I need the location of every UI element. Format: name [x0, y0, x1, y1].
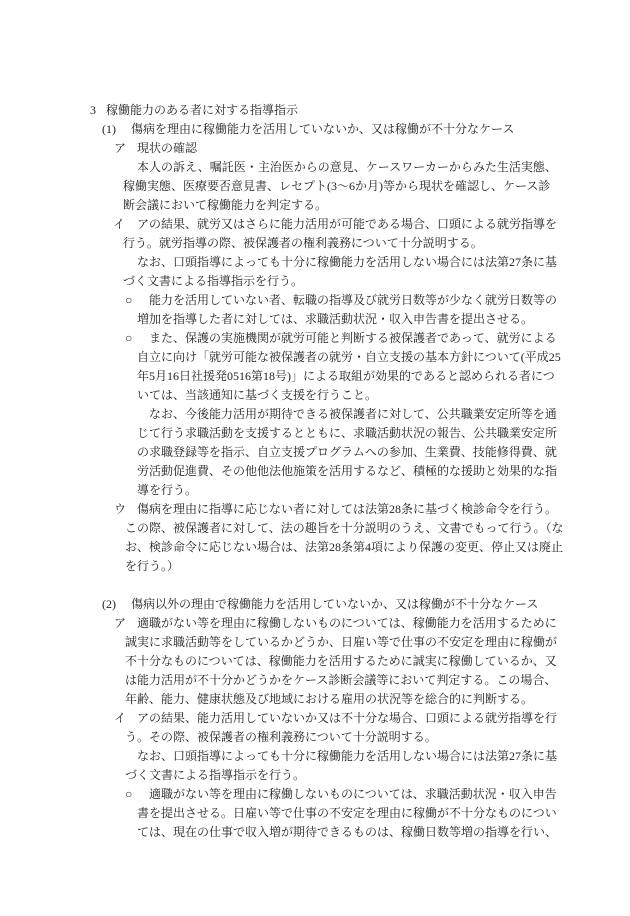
paragraph-line: アの結果、就労又はさらに能力活用が可能である場合、口頭による就労指導を [137, 217, 558, 231]
paragraph-line: 労活動促進費、その他他法他施策を活用するなど、積極的な援助と効果的な指 [137, 464, 558, 478]
bullet-circle: ○ [125, 293, 133, 307]
subsection-title: 傷病以外の理由で稼働能力を活用していないか、又は稼働が不十分なケース [131, 597, 539, 611]
paragraph-line: お、検診命令に応じない場合は、法第28条第4項により保護の変更、停止又は廃止 [125, 540, 564, 554]
paragraph-line: の求職登録等を指示、自立支援プログラムへの参加、生業費、技能修得費、就 [137, 445, 557, 459]
paragraph-line: 増加を指導した者に対しては、求職活動状況・収入申告書を提出させる。 [137, 312, 534, 326]
paragraph-line: アの結果、能力活用していないか又は不十分な場合、口頭による就労指導を行 [137, 711, 558, 725]
item-marker: ア [114, 616, 127, 630]
paragraph-line: う。その際、被保護者の権利義務について十分説明する。 [125, 730, 437, 744]
item-title: 現状の確認 [137, 141, 198, 155]
paragraph-line: 断会議において稼働能力を判定する。 [123, 198, 328, 212]
paragraph-line: ては、現在の仕事で収入増が期待できるものは、稼働日数等増の指導を行い、 [137, 825, 558, 839]
paragraph-line: じて行う求職活動を支援するとともに、求職活動状況の報告、公共職業安定所 [137, 426, 558, 440]
paragraph-line: 適職がない等を理由に稼働しないものについては、稼働能力を活用するために [137, 616, 557, 630]
section-number: 3 [90, 103, 96, 117]
subsection-number: (1) [102, 122, 116, 136]
paragraph-line: を行う。） [125, 559, 180, 573]
paragraph-line: 能力を活用していない者、転職の指導及び就労日数等が少なく就労日数等の [149, 293, 558, 307]
paragraph-line: なお、今後能力活用が期待できる被保護者に対して、公共職業安定所等を通 [149, 407, 557, 421]
paragraph-line: 行う。就労指導の際、被保護者の権利義務について十分説明する。 [123, 236, 483, 250]
item-marker: イ [114, 711, 127, 725]
bullet-circle: ○ [125, 787, 133, 801]
paragraph-line: 年齢、能力、健康状態及び地域における雇用の状況等を総合的に判断する。 [125, 692, 534, 706]
paragraph-line: は能力活用が不十分かどうかをケース診断会議等において判定する。この場合、 [125, 673, 557, 687]
paragraph-line: 本人の訴え、嘱託医・主治医からの意見、ケースワーカーからみた生活実態、 [137, 160, 557, 174]
paragraph-line: づく文書による指導指示を行う。 [125, 768, 306, 782]
paragraph-line: なお、口頭指導によっても十分に稼働能力を活用しない場合には法第27条に基 [137, 255, 558, 269]
paragraph-line: いては、当該通知に基づく支援を行うこと。 [137, 388, 378, 402]
item-marker: イ [113, 217, 126, 231]
paragraph-line: づく文書による指導指示を行う。 [123, 274, 304, 288]
paragraph-line: 適職がない等を理由に稼働しないものについては、求職活動状況・収入申告 [149, 787, 557, 801]
paragraph-line: 導を行う。 [137, 483, 198, 497]
paragraph-line: 不十分なものについては、稼働能力を活用するために誠実に稼働しているか、又 [125, 654, 557, 668]
paragraph-line: 年5月16日社援発0516第18号)」による取組が効果的であると認められる者につ [137, 369, 555, 383]
paragraph-line: また、保護の実施機関が就労可能と判断する被保護者であって、就労による [149, 331, 557, 345]
paragraph-line: 稼働実態、医療要否意見書、レセプト(3～6か月)等から現状を確認し、ケース診 [123, 179, 551, 193]
item-marker: ウ [114, 502, 127, 516]
subsection-title: 傷病を理由に稼働能力を活用していないか、又は稼働が不十分なケース [131, 122, 515, 136]
paragraph-line: 書を提出させる。日雇い等で仕事の不安定を理由に稼働が不十分なものについ [137, 806, 557, 820]
paragraph-line: 誠実に求職活動等をしているかどうか、日雇い等で仕事の不安定を理由に稼働が [125, 635, 558, 649]
bullet-circle: ○ [125, 331, 133, 345]
paragraph-line: この際、被保護者に対して、法の趣旨を十分説明のうえ、文書でもって行う。（な [125, 521, 564, 535]
paragraph-line: 傷病を理由に指導に応じない者に対しては法第28条に基づく検診命令を行う。 [137, 502, 558, 516]
paragraph-line: なお、口頭指導によっても十分に稼働能力を活用しない場合には法第27条に基 [137, 749, 558, 763]
paragraph-line: 自立に向け「就労可能な被保護者の就労・自立支援の基本方針について(平成25 [137, 350, 561, 364]
section-title: 稼働能力のある者に対する指導指示 [106, 103, 299, 117]
subsection-number: (2) [102, 597, 116, 611]
item-marker: ア [114, 141, 127, 155]
